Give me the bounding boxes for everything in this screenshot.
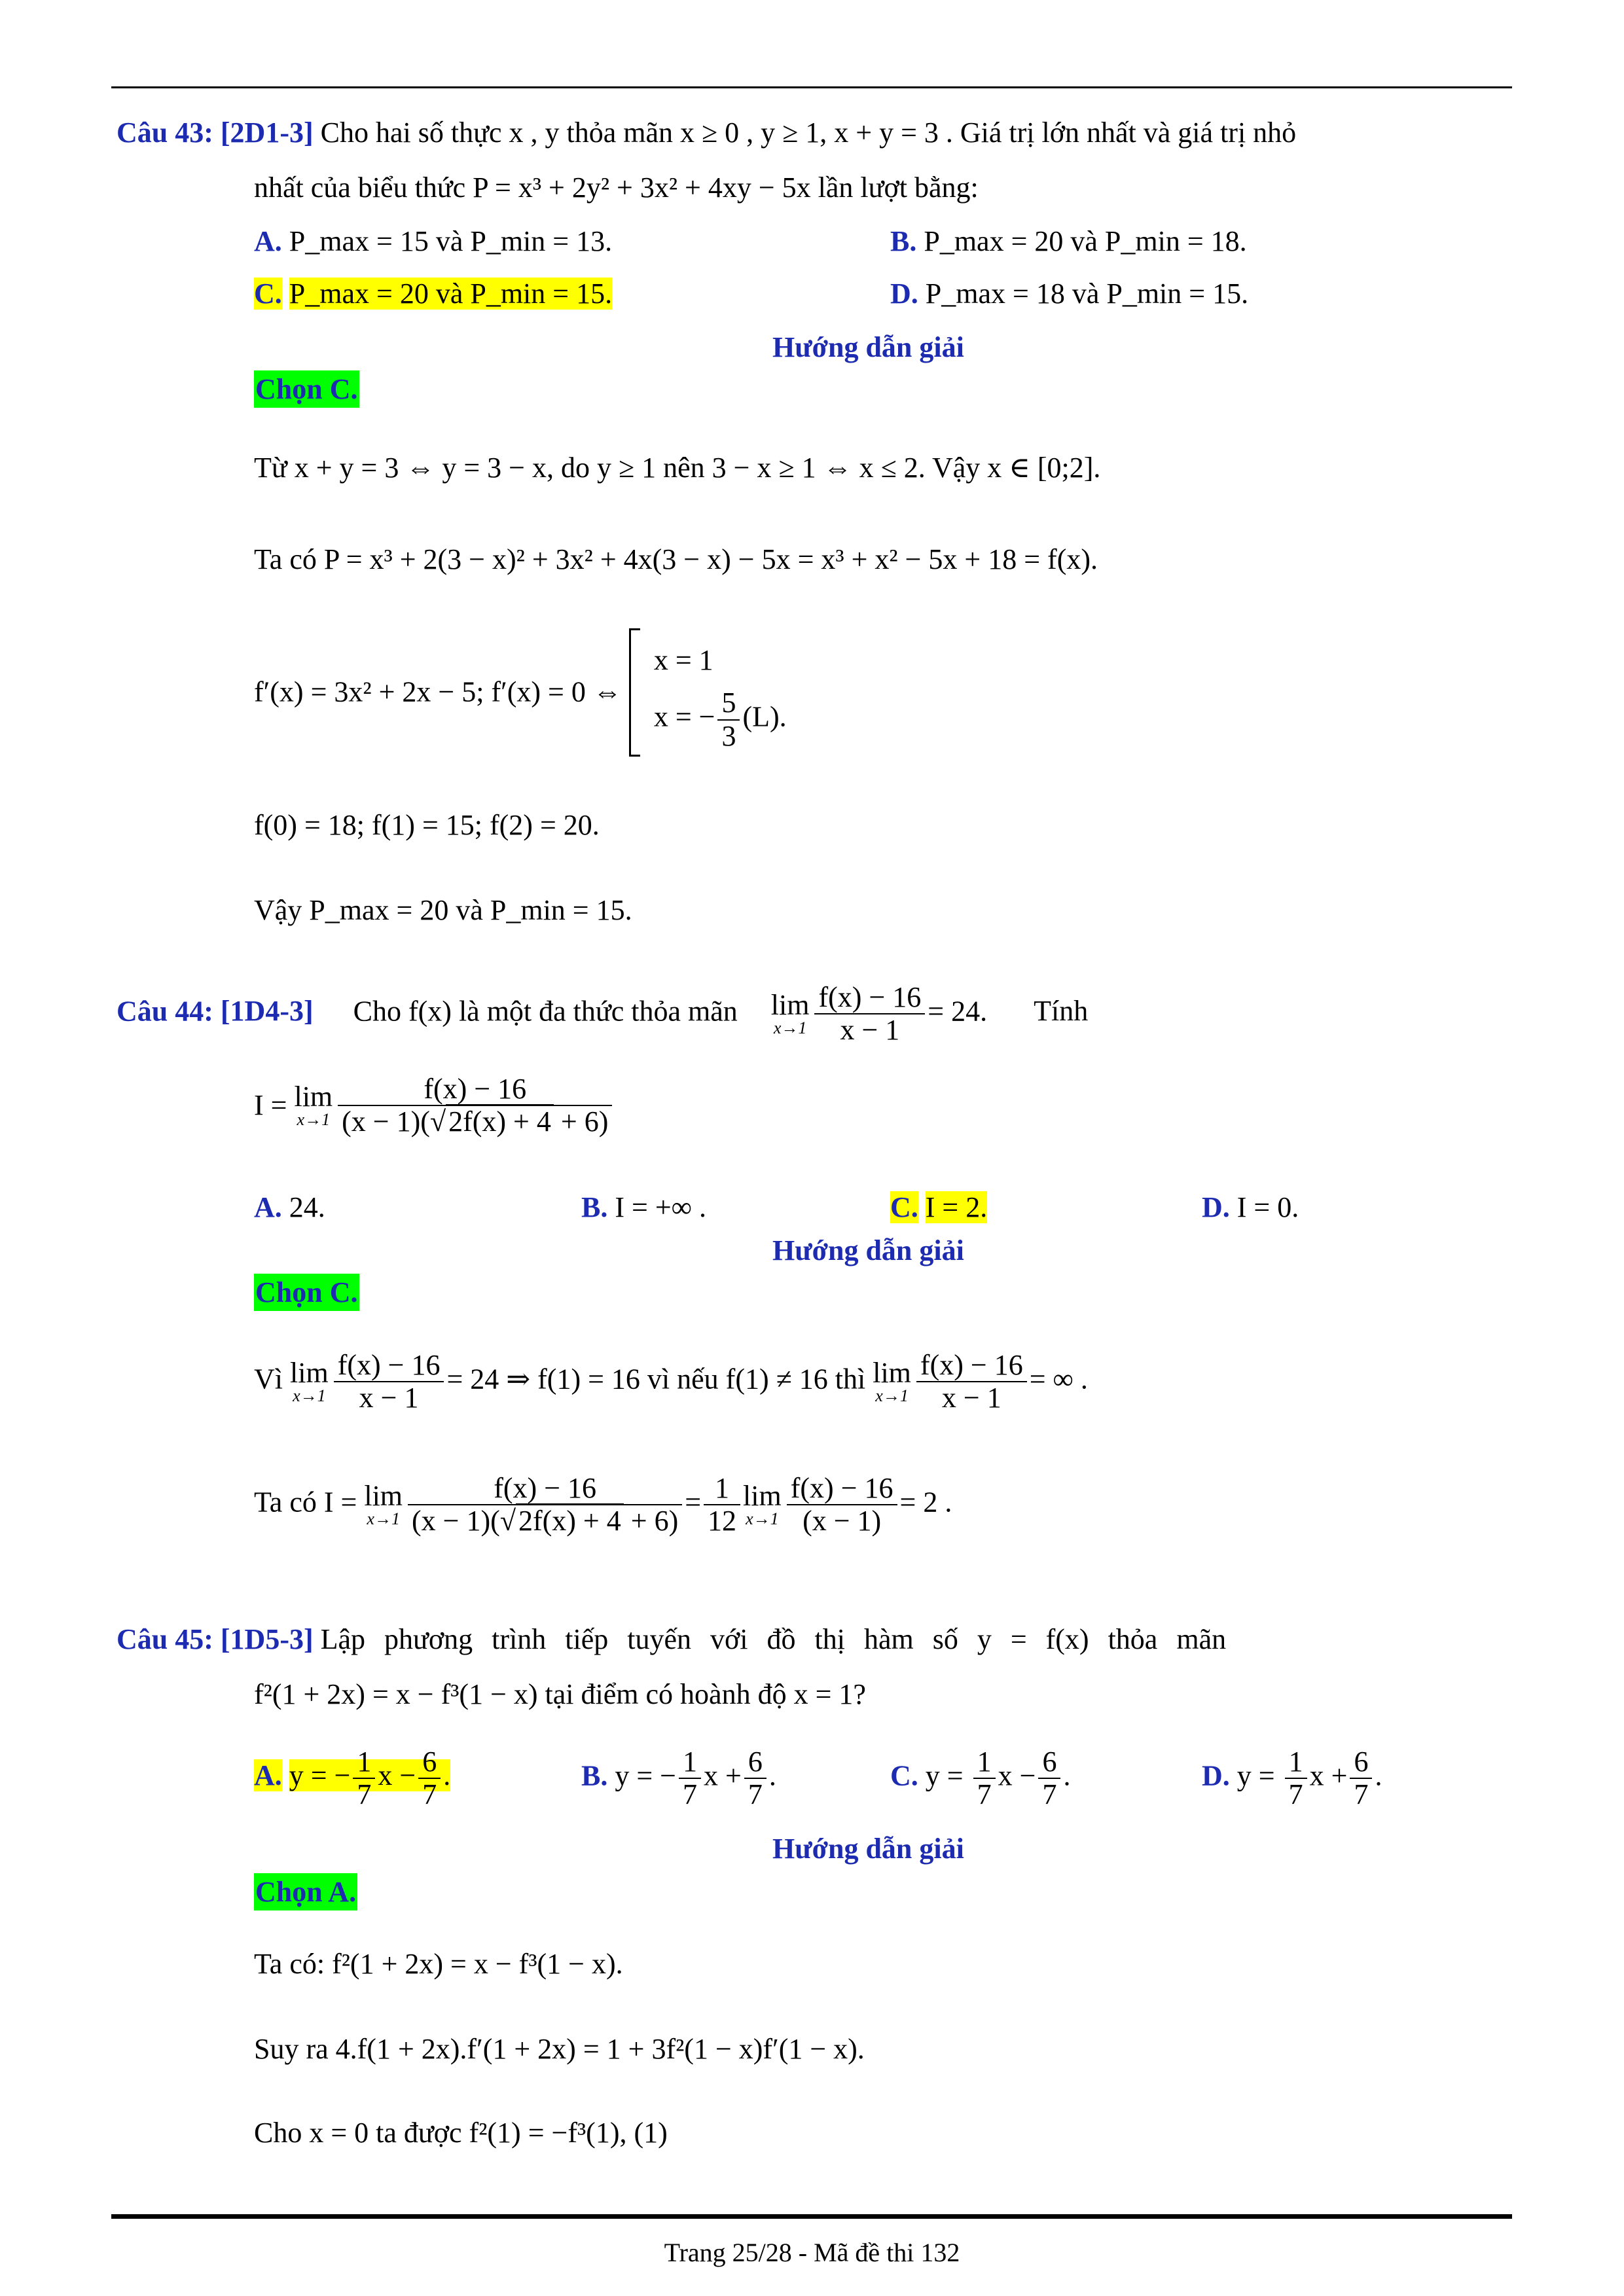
header-rule [111, 86, 1512, 88]
q43-label: Câu 43: [117, 117, 213, 149]
q44-option-b: B. I = +∞ . [581, 1191, 707, 1223]
q44-option-a: A. 24. [254, 1191, 325, 1223]
q43-option-a: A. P_max = 15 và P_min = 13. [254, 225, 613, 257]
q44-solution-step1: Vì lim x→1 $\frac{f(x) - 16}{x - 1}$ = 24 ⇒ f(1) = 16 vì nếu f(1) ≠ 16 thì lim x→1 $\frac{f(x) - 16}{x - 1}$ = ∞ . [254, 1349, 1088, 1414]
q43-guide-heading: Hướng dẫn giải [772, 331, 964, 363]
q44-solution-step2: Ta có I = lim x→1 $\frac{f(x) - 16}{(x - 1)(√2f(x) + 4 + 6)}$ = $\frac{1}{12}$ lim x→1 $\frac{f(x) - 16}{(x - 1)}$ = 2 . [254, 1472, 952, 1537]
q45-solution-step3: Cho x = 0 ta được f²(1) = −f³(1), (1) [254, 2117, 668, 2149]
footer-rule [111, 2214, 1512, 2219]
roots-system: x = 1 x = − $\frac{5}{3}$ (L). [653, 643, 787, 752]
q43-option-d: D. P_max = 18 và P_min = 15. [890, 278, 1249, 310]
q45-solution-step2: Suy ra 4.f(1 + 2x).f′(1 + 2x) = 1 + 3f²(1 − x)f′(1 − x). [254, 2033, 865, 2065]
q43-solution-step1: Từ x + y = 3 ⇔ y = 3 − x, do y ≥ 1 nên 3 − x ≥ 1 ⇔ x ≤ 2. Vậy x ∈ [0;2]. [254, 452, 1101, 484]
q44-answer-badge: Chọn C. [254, 1276, 359, 1310]
q44-guide-heading: Hướng dẫn giải [772, 1234, 964, 1266]
q45-solution-step1: Ta có: f²(1 + 2x) = x − f³(1 − x). [254, 1948, 623, 1980]
q43-solution-step4: f(0) = 18; f(1) = 15; f(2) = 20. [254, 809, 600, 841]
q43-stem1: Cho hai số thực x , y thỏa mãn x ≥ 0 , y ≥ 1, x + y = 3 . Giá trị lớn nhất và giá trị nhỏ [320, 117, 1297, 149]
q45-stem2: f²(1 + 2x) = x − f³(1 − x) tại điểm có hoành độ x = 1? [254, 1678, 866, 1710]
system-bracket [629, 628, 640, 757]
q45-option-d: D. y = $\frac{1}{7}$ x + $\frac{6}{7}$ . [1202, 1746, 1382, 1811]
q44-integral-expression: I = lim x→1 $\frac{f(x) - 16}{(x - 1)(√2f(x) + 4 + 6)}$ [254, 1073, 615, 1138]
q44-option-d: D. I = 0. [1202, 1191, 1299, 1223]
q43-option-c: C. P_max = 20 và P_min = 15. [254, 278, 613, 310]
q43-answer-badge: Chọn C. [254, 373, 359, 406]
q43-stem2: nhất của biểu thức P = x³ + 2y² + 3x² + 4xy − 5x lần lượt bằng: [254, 171, 979, 204]
q45-stem-line1: Câu 45: [1D5-3] Lập phương trình tiếp tuyến với đồ thị hàm số y = f(x) thỏa mãn [117, 1623, 1227, 1655]
q43-option-b: B. P_max = 20 và P_min = 18. [890, 225, 1247, 257]
q43-stem-line1 [117, 117, 1296, 150]
q45-option-a: A. y = − $\frac{1}{7}$ x − $\frac{6}{7}$ . [254, 1746, 451, 1811]
q44-stem-line1: Câu 44: [1D4-3] Cho f(x) là một đa thức thỏa mãn lim x→1 $\frac{f(x) - 16}{x - 1}$ = 24. Tính [117, 981, 1089, 1047]
page-footer: Trang 25/28 - Mã đề thi 132 [664, 2238, 960, 2267]
q45-answer-badge: Chọn A. [254, 1876, 357, 1909]
q45-option-c: C. y = $\frac{1}{7}$ x − $\frac{6}{7}$ . [890, 1746, 1071, 1811]
q43-solution-step3: f′(x) = 3x² + 2x − 5; f′(x) = 0 ⇔ x = 1 x = − $\frac{5}{3}$ (L). [254, 628, 787, 757]
q45-option-b: B. y = − $\frac{1}{7}$ x + $\frac{6}{7}$ . [581, 1746, 776, 1811]
q43-conclusion: Vậy P_max = 20 và P_min = 15. [254, 894, 632, 926]
q45-guide-heading: Hướng dẫn giải [772, 1833, 964, 1865]
q43-code: [2D1-3] [220, 117, 314, 149]
q44-option-c: C. I = 2. [890, 1191, 988, 1223]
q43-solution-step2: Ta có P = x³ + 2(3 − x)² + 3x² + 4x(3 − x) − 5x = x³ + x² − 5x + 18 = f(x). [254, 543, 1098, 575]
